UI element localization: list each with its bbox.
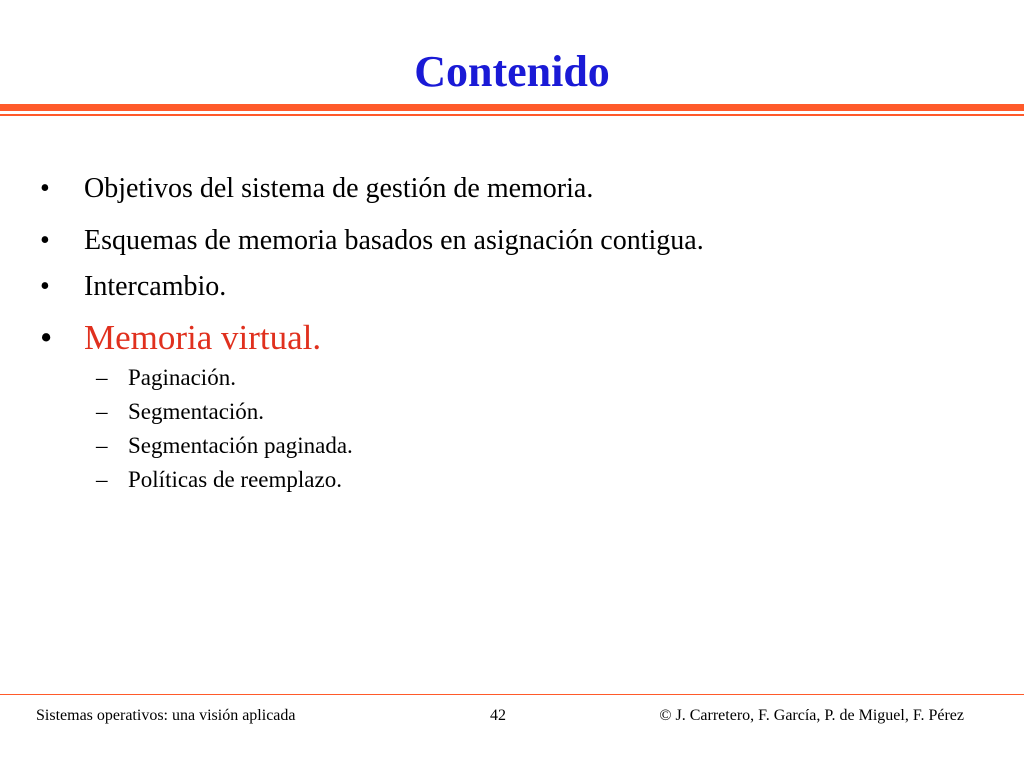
sub-item (96, 364, 236, 392)
bullet-item (40, 172, 593, 206)
bullet-marker: • (40, 173, 50, 204)
sub-item-text: Segmentación paginada. (128, 433, 353, 458)
bullet-item-highlighted (40, 318, 321, 358)
footer-book-title: Sistemas operativos: una visión aplicada (36, 707, 296, 724)
sub-item-text: Segmentación. (128, 399, 265, 424)
bullet-text: Esquemas de memoria basados en asignación contigua. (84, 225, 704, 256)
footer-page-number: 42 (490, 707, 506, 724)
dash-marker: – (96, 399, 108, 424)
bullet-marker: • (40, 225, 50, 256)
sub-item (96, 432, 353, 460)
sub-item-text: Políticas de reemplazo. (128, 467, 342, 492)
sub-item (96, 466, 342, 494)
bullet-text: Intercambio. (84, 271, 227, 302)
bullet-marker: • (40, 318, 53, 357)
bullet-text: Objetivos del sistema de gestión de memoria. (84, 173, 594, 204)
bullet-item (40, 270, 226, 304)
slide-title: Contenido (414, 47, 610, 96)
bullet-text: Memoria virtual. (84, 318, 322, 357)
dash-marker: – (96, 365, 108, 390)
dash-marker: – (96, 467, 108, 492)
sub-item-text: Paginación. (128, 365, 236, 390)
bullet-marker: • (40, 271, 50, 302)
bullet-item (40, 224, 704, 258)
dash-marker: – (96, 433, 108, 458)
footer-copyright: © J. Carretero, F. García, P. de Miguel, F. Pérez (659, 707, 964, 724)
sub-item (96, 398, 264, 426)
footer-rule (0, 694, 1024, 695)
